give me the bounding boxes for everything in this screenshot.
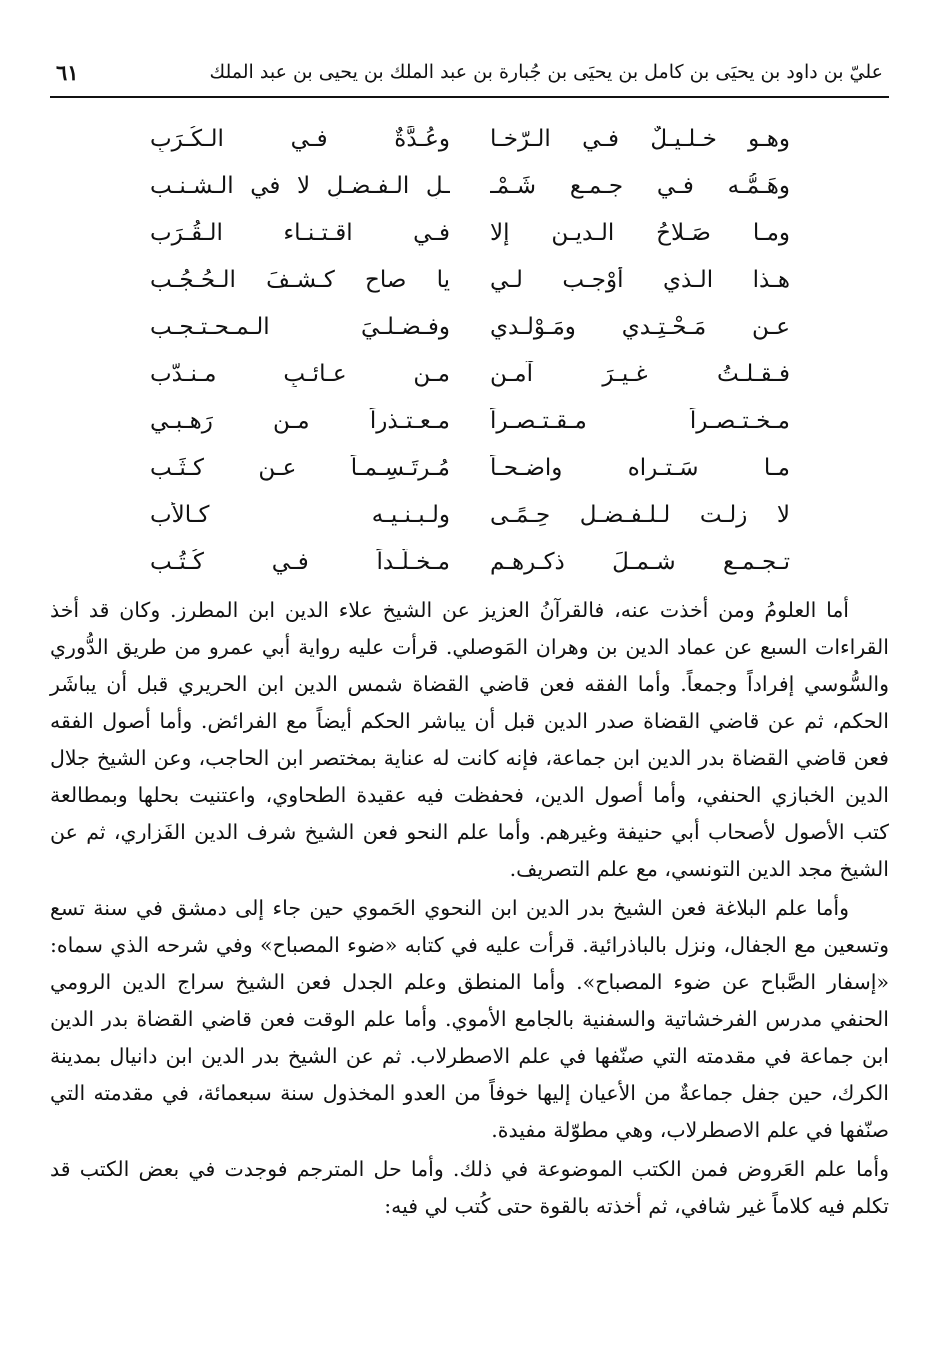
poem-verse: [150, 162, 790, 209]
poem-verse: [150, 209, 790, 256]
poem-verse: [150, 538, 790, 585]
verse-first-hemistich: فـقـلـتُ غـيـرَ آمـنٍ: [490, 360, 790, 387]
verse-second-hemistich: مـخـلَّـداً فـي كُـتُـب: [150, 548, 450, 575]
verse-second-hemistich: فـي اقـتـنـاء الـقُـرَب: [150, 219, 450, 246]
poem: [150, 115, 790, 585]
verse-second-hemistich: ولـبـنـيـه كـالأب: [150, 501, 450, 528]
verse-first-hemistich: وهـو خـلـيـلٌ فـي الـرّخـا: [490, 125, 790, 152]
verse-first-hemistich: عـن مَـحْـتِـدي ومَـوْلـدي: [490, 313, 790, 340]
poem-verse: [150, 350, 790, 397]
poem-verse: [150, 397, 790, 444]
page-number: ٦١: [56, 59, 79, 85]
verse-second-hemistich: وعُـدَّةٌ فـي الـكُـرَبِ: [150, 125, 450, 152]
poem-verse: [150, 256, 790, 303]
verse-first-hemistich: وهَـمُّـه فـي جـمـعِ شَـمْـ: [490, 172, 790, 199]
verse-first-hemistich: تـجـمـع شـمـلَ ذكـرِهـم: [490, 548, 790, 575]
header-title: عليّ بن داود بن يحيَى بن كامل بن يحيَى بن جُبارة بن عبد الملك بن يحيى بن عبد الملك: [209, 61, 883, 83]
paragraph-prosody: وأما علم العَروض فمن الكتب الموضوعة في ذلك. وأما حل المترجم فوجدت في بعض الكتب قد تكلم فيه كلاماً غير شافي، ثم أخذته بالقوة حتى كُتب لي فيه:: [50, 1157, 889, 1218]
verse-second-hemistich: ـلِ الـفـضـلِ لا في الـشـنـب: [150, 172, 450, 199]
verse-second-hemistich: مـعـتـذراً مـن رَهـبـي: [150, 407, 450, 434]
verse-first-hemistich: هـذا الـذي أوْجـب لـي: [490, 266, 790, 293]
poem-verse: [150, 491, 790, 538]
verse-second-hemistich: مُـرتَـسِـمـاً عـن كـثَـب: [150, 454, 450, 481]
verse-first-hemistich: مـا سَـتـراه واضـحـاً: [490, 454, 790, 481]
verse-first-hemistich: مـخـتـصـراً مـقـتـصـراً: [490, 407, 790, 434]
verse-first-hemistich: لا زلـت لـلـفـضـل حِـمًـى: [490, 501, 790, 528]
verse-first-hemistich: ومـا صَـلاحُ الـديـن إلا: [490, 219, 790, 246]
verse-second-hemistich: مـن عـائـبٍ مـنـدّب: [150, 360, 450, 387]
poem-verse: [150, 303, 790, 350]
running-header: [50, 52, 889, 98]
verse-second-hemistich: يا صاحِ كـشـفَ الـحُـجُـب: [150, 266, 450, 293]
prose-body: [50, 592, 889, 1227]
paragraph-teachers: أما العلومُ ومن أخذت عنه، فالقرآنُ العزيز عن الشيخ علاء الدين ابن المطرز. وكان قد أخذ القراءات السبع عن عماد الدين بن وهران المَوصلي. قرأت عليه رواية أبي عمرو من طريق الدُّوري والسُّوسي إفراداً وجمعاً. وأما الفقه فعن قاضي القضاة شمس الدين ابن الحريري قبل أن يباشَر الحكم، ثم عن قاضي القضاة صدر الدين قبل أن يباشر الحكم أيضاً مع الفرائض. وأما أصول الفقه فعن قاضي القضاة بدر الدين ابن جماعة، فإنه كانت له عناية بمختصر ابن الحاجب، وعن الشيخ جلال الدين الخبازي الحنفي، وأما أصول الدين، فحفظت فيه عقيدة الطحاوي، واعتنيت بحلها وبمطالعة كتب الأصول لأصحاب أبي حنيفة وغيرهم. وأما علم النحو فعن الشيخ شرف الدين الفَزاري، ثم عن الشيخ مجد الدين التونسي، مع علم التصريف.: [50, 598, 889, 881]
verse-second-hemistich: وفـضـلـيَ الـمـحـتـجـب: [150, 313, 450, 340]
poem-verse: [150, 115, 790, 162]
paragraph-rhetoric: وأما علم البلاغة فعن الشيخ بدر الدين ابن النحوي الحَموي حين جاء إلى دمشق في سنة تسع وتسعين مع الجفال، ونزل بالباذرائية. قرأت عليه في كتابه «ضوء المصباح» وفي شرحه الذي سماه: «إسفار الصَّباح عن ضوء المصباح». وأما المنطق وعلم الجدل فعن الشيخ سراج الدين الرومي الحنفي مدرس الفرخشاتية والسفنية بالجامع الأموي. وأما علم الوقت فعن قاضي القضاة بدر الدين ابن جماعة في مقدمته التي صنّفها في علم الاصطرلاب. ثم عن الشيخ بدر الدين ابن دانيال بمدينة الكرك، حين جفل جماعةٌ من الأعيان إليها خوفاً من العدو المخذول سنة سبعمائة، في مقدمته التي صنّفها في علم الاصطرلاب، وهي مطوّلة مفيدة.: [50, 896, 889, 1142]
poem-verse: [150, 444, 790, 491]
